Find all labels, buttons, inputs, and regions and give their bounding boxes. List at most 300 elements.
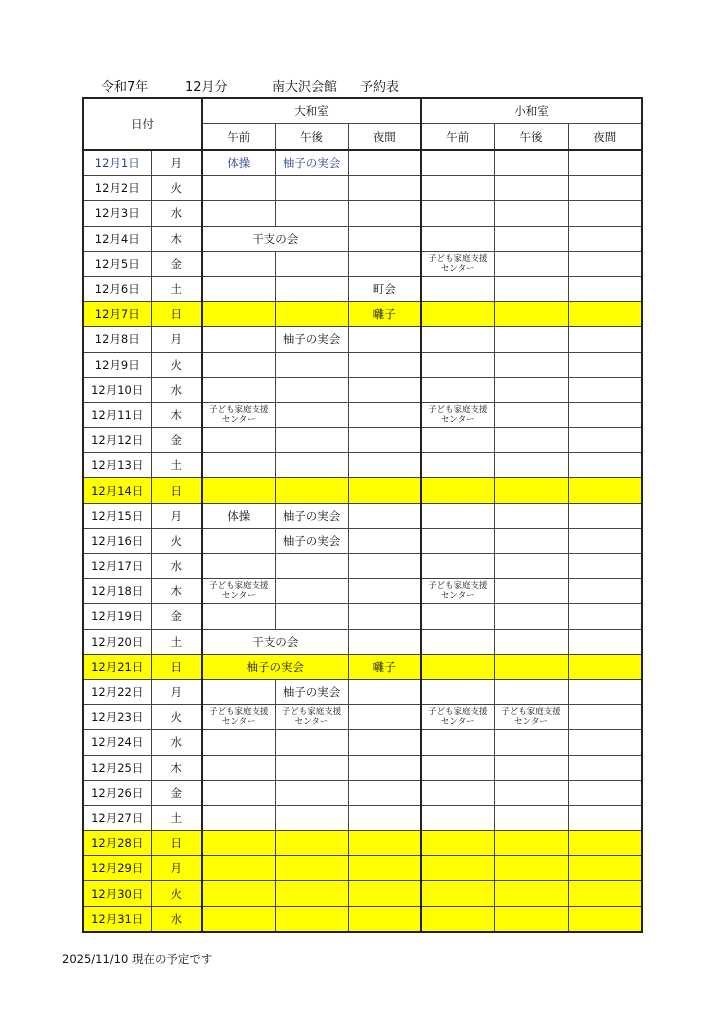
room1-am-cell: [202, 831, 275, 856]
room2-pm-cell: [494, 730, 568, 755]
cell-line: 子ども家庭支援: [208, 707, 269, 718]
room2-am-cell: [421, 377, 494, 402]
title-doc: 予約表: [360, 80, 400, 95]
room2-am-cell: [421, 579, 494, 604]
room2-am-cell: [421, 251, 494, 276]
room2-header: 小和室: [421, 98, 642, 124]
cell-line: 子ども家庭支援: [427, 404, 488, 415]
date-cell: 12月25日: [83, 755, 151, 780]
room2-night-cell: [568, 428, 642, 453]
table-row: [83, 276, 642, 301]
room2-pm-cell: [494, 805, 568, 830]
date-cell: 12月15日: [83, 503, 151, 528]
room1-night-cell: [348, 629, 421, 654]
room2-pm-cell: [494, 831, 568, 856]
room1-am-cell: [202, 730, 275, 755]
room2-am-cell: [421, 705, 494, 730]
room1-night-cell: [348, 604, 421, 629]
room1-am-pm-cell: 干支の会: [202, 226, 348, 251]
date-cell: 12月1日: [83, 150, 151, 176]
room2-night-cell: [568, 276, 642, 301]
room2-night-cell: [568, 478, 642, 503]
period-header-pm-room2: 午後: [494, 124, 568, 151]
cell-line: 子ども家庭支援: [208, 404, 269, 415]
room2-pm-cell: [494, 226, 568, 251]
table-row: [83, 528, 642, 553]
room1-pm-cell: [275, 478, 348, 503]
room2-pm-cell: [494, 503, 568, 528]
date-cell: 12月19日: [83, 604, 151, 629]
weekday-cell: 月: [151, 503, 202, 528]
room1-am-cell: [202, 176, 275, 201]
date-cell: 12月21日: [83, 654, 151, 679]
date-cell: 12月28日: [83, 831, 151, 856]
table-row: [83, 478, 642, 503]
room2-pm-cell: [494, 705, 568, 730]
room2-am-cell: [421, 730, 494, 755]
room2-night-cell: [568, 327, 642, 352]
room2-pm-cell: [494, 201, 568, 226]
weekday-cell: 土: [151, 629, 202, 654]
room1-pm-cell: 柚子の実会: [275, 528, 348, 553]
room2-am-cell: [421, 528, 494, 553]
room2-night-cell: [568, 629, 642, 654]
table-row: [83, 604, 642, 629]
room1-am-cell: [202, 881, 275, 906]
room2-pm-cell: [494, 302, 568, 327]
room1-pm-cell: [275, 780, 348, 805]
room1-night-cell: [348, 579, 421, 604]
room2-pm-cell: [494, 604, 568, 629]
date-cell: 12月18日: [83, 579, 151, 604]
weekday-cell: 火: [151, 705, 202, 730]
room2-pm-cell: [494, 327, 568, 352]
room1-am-cell: [202, 201, 275, 226]
room1-night-cell: [348, 755, 421, 780]
weekday-cell: 金: [151, 780, 202, 805]
room2-night-cell: [568, 503, 642, 528]
cell-line: センター: [221, 717, 256, 728]
room2-am-cell: [421, 856, 494, 881]
weekday-cell: 水: [151, 730, 202, 755]
title-venue: 南大沢会館: [272, 80, 338, 95]
room2-am-cell: [421, 453, 494, 478]
room2-am-cell: [421, 780, 494, 805]
room2-night-cell: [568, 402, 642, 427]
room2-am-cell: [421, 604, 494, 629]
room1-pm-cell: [275, 831, 348, 856]
room1-night-cell: [348, 503, 421, 528]
period-header-night-room1: 夜間: [348, 124, 421, 151]
room1-night-cell: [348, 402, 421, 427]
room1-night-cell: 囃子: [348, 654, 421, 679]
cell-line: センター: [294, 717, 329, 728]
room1-pm-cell: 柚子の実会: [275, 150, 348, 176]
room1-am-cell: [202, 856, 275, 881]
weekday-cell: 月: [151, 150, 202, 176]
room2-pm-cell: [494, 554, 568, 579]
room1-pm-cell: [275, 906, 348, 932]
weekday-cell: 水: [151, 906, 202, 932]
weekday-cell: 日: [151, 654, 202, 679]
table-row: [83, 352, 642, 377]
room2-night-cell: [568, 654, 642, 679]
room1-night-cell: [348, 730, 421, 755]
room1-night-cell: [348, 251, 421, 276]
date-cell: 12月14日: [83, 478, 151, 503]
table-row: [83, 805, 642, 830]
room1-am-cell: [202, 428, 275, 453]
room2-am-cell: [421, 201, 494, 226]
room2-am-cell: [421, 881, 494, 906]
room2-am-cell: [421, 654, 494, 679]
room2-am-cell: [421, 176, 494, 201]
date-header: 日付: [83, 98, 202, 150]
room2-am-cell: [421, 831, 494, 856]
room2-am-cell: [421, 276, 494, 301]
room1-night-cell: [348, 881, 421, 906]
room2-pm-cell: [494, 780, 568, 805]
room1-pm-cell: [275, 302, 348, 327]
room2-night-cell: [568, 780, 642, 805]
room2-pm-cell: [494, 251, 568, 276]
room1-pm-cell: [275, 604, 348, 629]
title-era: 令和7年: [101, 80, 149, 95]
room1-night-cell: [348, 554, 421, 579]
room2-am-cell: [421, 402, 494, 427]
room1-night-cell: [348, 327, 421, 352]
table-row: [83, 503, 642, 528]
header-row-rooms: [83, 98, 642, 124]
weekday-cell: 水: [151, 377, 202, 402]
room2-am-cell: [421, 755, 494, 780]
cell-line: センター: [440, 414, 475, 425]
date-cell: 12月31日: [83, 906, 151, 932]
weekday-cell: 木: [151, 579, 202, 604]
date-cell: 12月5日: [83, 251, 151, 276]
date-cell: 12月22日: [83, 679, 151, 704]
room1-am-cell: [202, 579, 275, 604]
table-row: [83, 377, 642, 402]
weekday-cell: 金: [151, 604, 202, 629]
room1-am-cell: [202, 679, 275, 704]
weekday-cell: 木: [151, 402, 202, 427]
weekday-cell: 水: [151, 554, 202, 579]
date-cell: 12月9日: [83, 352, 151, 377]
weekday-cell: 土: [151, 805, 202, 830]
room1-pm-cell: [275, 251, 348, 276]
room1-pm-cell: [275, 377, 348, 402]
table-row: [83, 176, 642, 201]
room2-night-cell: [568, 201, 642, 226]
room2-pm-cell: [494, 428, 568, 453]
room2-night-cell: [568, 705, 642, 730]
table-row: [83, 554, 642, 579]
table-row: [83, 226, 642, 251]
room2-am-cell: [421, 629, 494, 654]
room2-am-cell: [421, 478, 494, 503]
weekday-cell: 火: [151, 176, 202, 201]
cell-line: センター: [221, 414, 256, 425]
room1-am-cell: [202, 528, 275, 553]
cell-line: 子ども家庭支援: [281, 707, 342, 718]
room1-am-cell: [202, 302, 275, 327]
room1-am-cell: [202, 352, 275, 377]
weekday-cell: 日: [151, 302, 202, 327]
room1-night-cell: [348, 831, 421, 856]
period-header-pm-room1: 午後: [275, 124, 348, 151]
room2-night-cell: [568, 881, 642, 906]
room1-am-cell: [202, 705, 275, 730]
room2-am-cell: [421, 302, 494, 327]
room1-am-cell: [202, 327, 275, 352]
room1-night-cell: [348, 352, 421, 377]
weekday-cell: 金: [151, 428, 202, 453]
date-cell: 12月16日: [83, 528, 151, 553]
room1-pm-cell: [275, 276, 348, 301]
room1-am-cell: [202, 755, 275, 780]
room1-am-cell: 体操: [202, 503, 275, 528]
room2-pm-cell: [494, 176, 568, 201]
room2-night-cell: [568, 251, 642, 276]
room2-pm-cell: [494, 150, 568, 176]
room1-night-cell: [348, 705, 421, 730]
room2-am-cell: [421, 226, 494, 251]
room2-night-cell: [568, 528, 642, 553]
cell-line: 子ども家庭支援: [427, 707, 488, 718]
room1-night-cell: [348, 780, 421, 805]
room2-pm-cell: [494, 679, 568, 704]
weekday-cell: 月: [151, 856, 202, 881]
cell-line: センター: [221, 591, 256, 602]
table-row: [83, 579, 642, 604]
room1-pm-cell: [275, 453, 348, 478]
room1-am-cell: [202, 780, 275, 805]
room2-night-cell: [568, 302, 642, 327]
room2-am-cell: [421, 352, 494, 377]
room2-pm-cell: [494, 352, 568, 377]
room2-pm-cell: [494, 629, 568, 654]
date-cell: 12月26日: [83, 780, 151, 805]
room1-pm-cell: [275, 705, 348, 730]
period-header-night-room2: 夜間: [568, 124, 642, 151]
date-cell: 12月12日: [83, 428, 151, 453]
date-cell: 12月20日: [83, 629, 151, 654]
room1-night-cell: [348, 856, 421, 881]
table-row: [83, 679, 642, 704]
room2-am-cell: [421, 503, 494, 528]
room1-am-cell: [202, 251, 275, 276]
date-cell: 12月23日: [83, 705, 151, 730]
room1-am-cell: [202, 478, 275, 503]
table-row: [83, 881, 642, 906]
room2-night-cell: [568, 226, 642, 251]
weekday-cell: 金: [151, 251, 202, 276]
page-title: [0, 76, 724, 96]
cell-line: 子ども家庭支援: [208, 581, 269, 592]
room2-night-cell: [568, 730, 642, 755]
room1-night-cell: [348, 428, 421, 453]
table-row: [83, 654, 642, 679]
room1-am-cell: [202, 402, 275, 427]
room2-am-cell: [421, 150, 494, 176]
room1-night-cell: [348, 478, 421, 503]
weekday-cell: 水: [151, 201, 202, 226]
room1-am-cell: [202, 906, 275, 932]
room1-pm-cell: [275, 352, 348, 377]
weekday-cell: 木: [151, 226, 202, 251]
room2-pm-cell: [494, 276, 568, 301]
room1-pm-cell: 柚子の実会: [275, 503, 348, 528]
room2-night-cell: [568, 831, 642, 856]
table-row: [83, 906, 642, 932]
room2-night-cell: [568, 554, 642, 579]
date-cell: 12月10日: [83, 377, 151, 402]
period-header-am-room1: 午前: [202, 124, 275, 151]
room1-pm-cell: [275, 201, 348, 226]
room2-night-cell: [568, 377, 642, 402]
table-row: [83, 302, 642, 327]
table-row: [83, 428, 642, 453]
room1-pm-cell: [275, 755, 348, 780]
date-cell: 12月3日: [83, 201, 151, 226]
table-row: [83, 755, 642, 780]
date-cell: 12月13日: [83, 453, 151, 478]
date-cell: 12月8日: [83, 327, 151, 352]
room1-pm-cell: [275, 428, 348, 453]
weekday-cell: 土: [151, 453, 202, 478]
date-cell: 12月7日: [83, 302, 151, 327]
room2-pm-cell: [494, 453, 568, 478]
room2-am-cell: [421, 906, 494, 932]
weekday-cell: 日: [151, 478, 202, 503]
room2-am-cell: [421, 805, 494, 830]
date-cell: 12月17日: [83, 554, 151, 579]
cell-line: 子ども家庭支援: [501, 707, 561, 718]
room2-night-cell: [568, 906, 642, 932]
room1-pm-cell: 柚子の実会: [275, 679, 348, 704]
room1-night-cell: 囃子: [348, 302, 421, 327]
weekday-cell: 火: [151, 352, 202, 377]
room1-pm-cell: [275, 402, 348, 427]
room1-header: 大和室: [202, 98, 421, 124]
table-row: [83, 705, 642, 730]
reservation-table: [82, 97, 643, 933]
room2-night-cell: [568, 856, 642, 881]
room1-am-cell: 体操: [202, 150, 275, 176]
cell-line: センター: [440, 263, 475, 274]
room1-night-cell: [348, 377, 421, 402]
room1-am-cell: [202, 604, 275, 629]
room1-night-cell: [348, 201, 421, 226]
room1-am-cell: [202, 805, 275, 830]
room1-night-cell: [348, 906, 421, 932]
date-cell: 12月24日: [83, 730, 151, 755]
room1-night-cell: [348, 453, 421, 478]
room1-night-cell: [348, 176, 421, 201]
table-row: [83, 780, 642, 805]
room2-pm-cell: [494, 755, 568, 780]
room2-night-cell: [568, 176, 642, 201]
room1-am-cell: [202, 554, 275, 579]
cell-line: センター: [440, 717, 475, 728]
cell-line: 子ども家庭支援: [427, 253, 488, 264]
room2-night-cell: [568, 579, 642, 604]
room1-am-cell: [202, 453, 275, 478]
room1-pm-cell: 柚子の実会: [275, 327, 348, 352]
date-cell: 12月30日: [83, 881, 151, 906]
room1-am-cell: [202, 377, 275, 402]
room2-pm-cell: [494, 377, 568, 402]
room2-am-cell: [421, 554, 494, 579]
room1-night-cell: 町会: [348, 276, 421, 301]
room2-am-cell: [421, 679, 494, 704]
room2-night-cell: [568, 453, 642, 478]
table-row: [83, 402, 642, 427]
table-row: [83, 150, 642, 176]
room2-am-cell: [421, 428, 494, 453]
weekday-cell: 木: [151, 755, 202, 780]
cell-line: 子ども家庭支援: [427, 581, 488, 592]
date-cell: 12月11日: [83, 402, 151, 427]
room1-night-cell: [348, 150, 421, 176]
room2-pm-cell: [494, 856, 568, 881]
room1-am-pm-cell: 干支の会: [202, 629, 348, 654]
room2-pm-cell: [494, 906, 568, 932]
room2-am-cell: [421, 327, 494, 352]
room2-pm-cell: [494, 402, 568, 427]
room2-pm-cell: [494, 579, 568, 604]
cell-line: センター: [440, 591, 475, 602]
table-row: [83, 327, 642, 352]
table-row: [83, 629, 642, 654]
room2-pm-cell: [494, 654, 568, 679]
room2-night-cell: [568, 755, 642, 780]
weekday-cell: 火: [151, 881, 202, 906]
table-row: [83, 453, 642, 478]
date-cell: 12月6日: [83, 276, 151, 301]
table-row: [83, 730, 642, 755]
date-cell: 12月27日: [83, 805, 151, 830]
weekday-cell: 土: [151, 276, 202, 301]
period-header-am-room2: 午前: [421, 124, 494, 151]
room2-night-cell: [568, 352, 642, 377]
title-month: 12月分: [185, 80, 228, 95]
table-row: [83, 831, 642, 856]
date-cell: 12月2日: [83, 176, 151, 201]
room1-pm-cell: [275, 881, 348, 906]
room2-pm-cell: [494, 881, 568, 906]
room2-pm-cell: [494, 528, 568, 553]
room1-night-cell: [348, 528, 421, 553]
room1-pm-cell: [275, 554, 348, 579]
weekday-cell: 月: [151, 327, 202, 352]
room1-night-cell: [348, 679, 421, 704]
room2-night-cell: [568, 604, 642, 629]
footer-note: 2025/11/10 現在の予定です: [62, 952, 213, 966]
room2-night-cell: [568, 805, 642, 830]
room1-pm-cell: [275, 176, 348, 201]
table-row: [83, 856, 642, 881]
date-cell: 12月4日: [83, 226, 151, 251]
weekday-cell: 月: [151, 679, 202, 704]
room1-pm-cell: [275, 730, 348, 755]
room1-pm-cell: [275, 856, 348, 881]
room2-night-cell: [568, 679, 642, 704]
table-row: [83, 201, 642, 226]
cell-line: センター: [514, 717, 548, 728]
table-row: [83, 251, 642, 276]
